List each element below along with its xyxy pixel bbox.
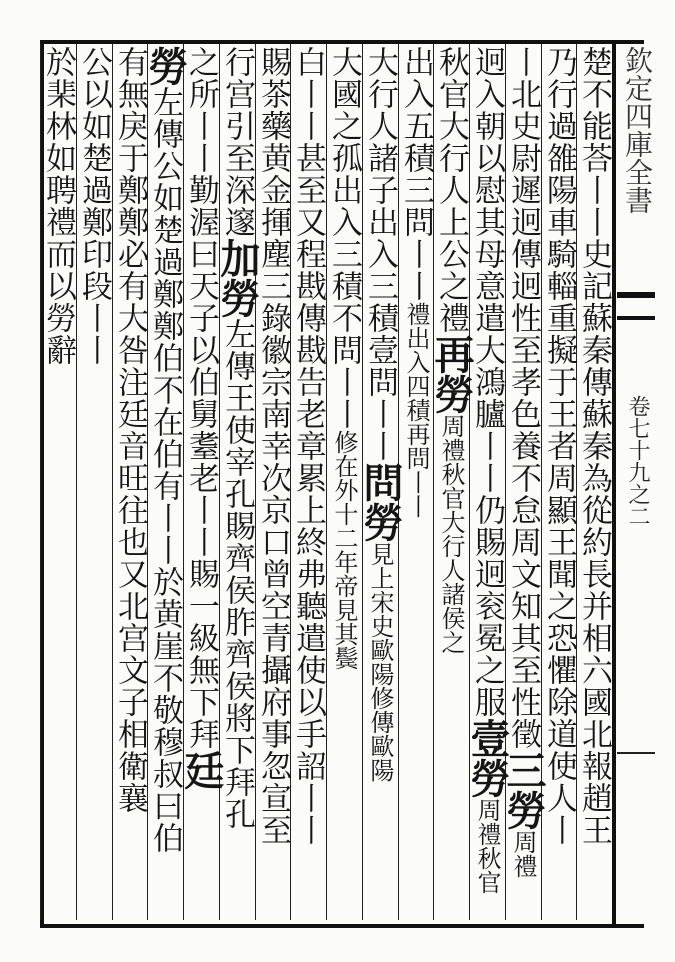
annotation-text: 周禮秋官 (473, 798, 501, 894)
body-text: 丨北史尉遲迥傳迥性至孝色養不怠周文知其至性徵 (505, 46, 541, 750)
text-column (428, 46, 475, 916)
text-column (38, 46, 78, 916)
entry-heading: 勞 (142, 46, 189, 86)
body-text: 公以如楚過鄭印段丨丨 (76, 46, 112, 366)
annotation-text: 周禮 (509, 830, 537, 878)
body-text: 左傳王使宰孔賜齊侯胙齊侯將下拜孔 (219, 318, 255, 830)
body-text: 大國之孤出入三積不問丨丨 (326, 46, 362, 430)
annotation-text: 見上宋史歐陽修傳歐陽 (366, 542, 394, 782)
text-column (574, 46, 614, 916)
volume-label: 卷七十九之二 (625, 395, 650, 527)
body-text: 之所丨丨勤渥 (183, 46, 219, 238)
fishtail-mark-bottom (617, 316, 655, 320)
body-text: 迥入朝以慰其母意遣大鴻臚丨丨仍賜迥衮冕之服 (469, 46, 505, 718)
body-text: 左傳公如楚過鄭鄭伯不在伯有丨丨於黄崖不敬穆叔曰伯 (147, 86, 183, 854)
body-text: 楚不能荅丨丨史記蘇秦傳蘇秦為從約長并相六國北報趙王 (576, 46, 612, 846)
annotation-text: 修在外十二年帝見其鬓 (330, 430, 358, 670)
entry-heading: 壹勞 (464, 718, 511, 798)
margin-rule (617, 752, 655, 754)
body-text: 白丨丨甚至又程戡傳戡告老章累上終弗聽遣使以手詔丨丨 (290, 46, 326, 846)
body-text: 行宫引至深邃 (219, 46, 255, 238)
text-column (110, 46, 150, 916)
fishtail-mark-top (617, 292, 655, 298)
text-column (288, 46, 328, 916)
annotation-text: 周禮秋官大行人諸侯之 (437, 414, 465, 654)
body-text: 賜茶藥黄金揮塵三錄徽宗南幸次京口曾空青攝府事忽宣至 (255, 46, 291, 846)
entry-heading: 問勞 (357, 462, 404, 542)
body-text: 於棐林如聘禮而以勞辭 (40, 46, 76, 366)
text-column (178, 46, 225, 916)
text-column (142, 46, 189, 916)
text-column (74, 46, 114, 916)
body-text: 乃行過雒陽車騎輜重擬于王者周顯王聞之恐懼除道使人丨 (541, 46, 577, 846)
annotation-text: 禮出入四積再問丨丨 (402, 302, 430, 518)
text-column (324, 46, 364, 916)
body-text: 秋官大行人上公之禮 (433, 46, 469, 334)
body-text: 大行人諸子出入三積壹問丨丨 (362, 46, 398, 462)
text-column (357, 46, 404, 916)
body-text: 有無戾于鄭鄭必有大咎注廷音旺往也又北宫文子相衛襄 (112, 46, 148, 814)
text-column (464, 46, 511, 916)
entry-heading: 三勞 (500, 750, 547, 830)
body-text: 出入五積三問丨丨 (398, 46, 434, 302)
entry-heading: 廷 (178, 750, 225, 790)
text-column (253, 46, 293, 916)
entry-heading: 加勞 (214, 238, 261, 318)
body-text: 曰天子以伯舅耋老丨丨賜一級無下拜 (183, 238, 219, 750)
margin-header: 欽定四庫全書 (621, 46, 654, 214)
entry-heading: 再勞 (428, 334, 475, 414)
